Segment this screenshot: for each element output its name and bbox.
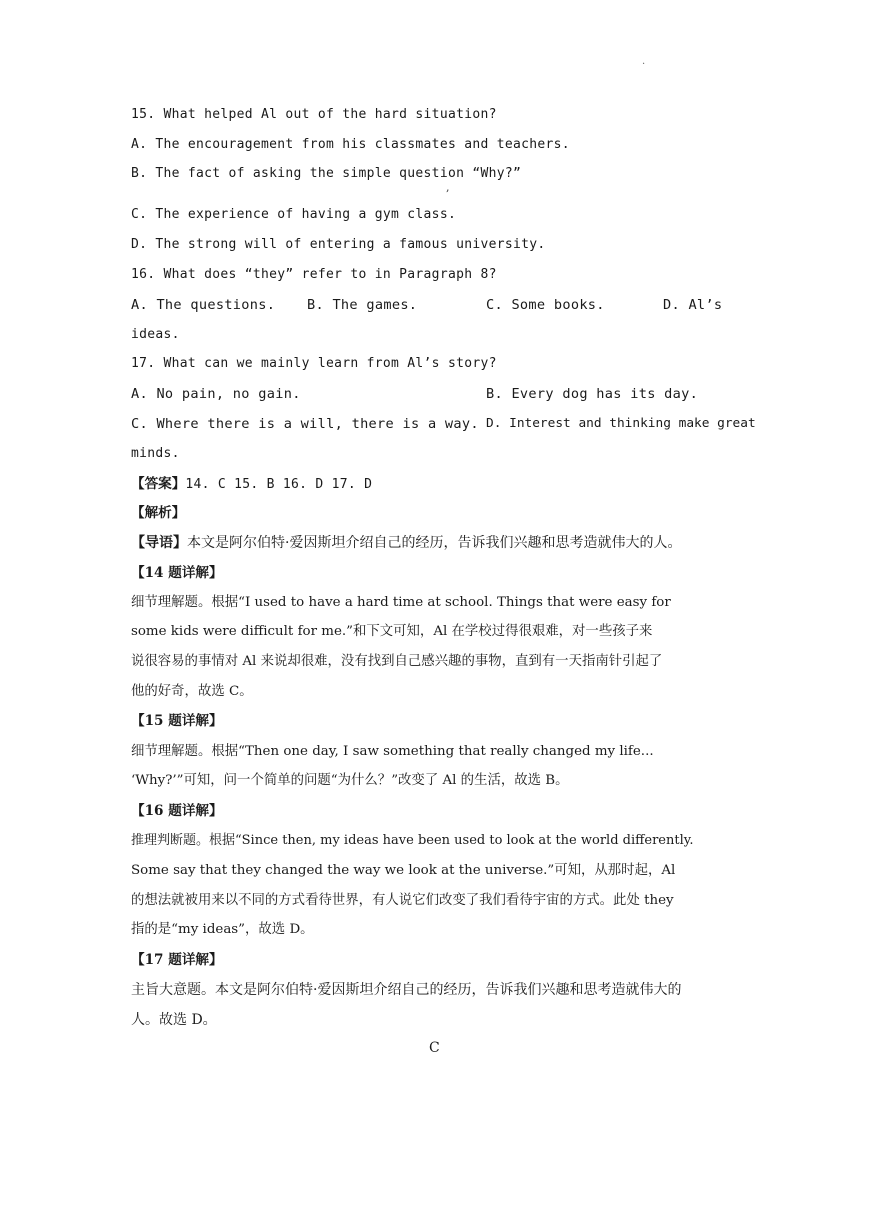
question-15: 15. What helped Al out of the hard situation? [131, 107, 497, 122]
detail-14-line-2: some kids were difficult for me.”和下文可知，Al 在学校过得很艰难，对一些孩子来 [131, 624, 653, 639]
detail-16-line-2: Some say that they changed the way we look at the universe.”可知，从那时起，Al [131, 863, 676, 878]
detail-16-line-4: 指的是“my ideas”，故选 D。 [131, 922, 314, 937]
q17-option-b: B. Every dog has its day. [486, 386, 699, 402]
guide-label: 【导语】 [131, 535, 187, 551]
answer-text: 14. C 15. B 16. D 17. D [185, 477, 373, 492]
detail-16-line-1: 推理判断题。根据“Since then, my ideas have been used to look at the world differently. [131, 833, 694, 848]
guide-line [131, 534, 681, 552]
detail-15-label: 【15 题详解】 [131, 713, 223, 729]
detail-16-line-3: 的想法就被用来以不同的方式看待世界，有人说它们改变了我们看待宇宙的方式。此处 they [131, 893, 674, 908]
q16-option-d-continued: ideas. [131, 327, 180, 342]
question-16: 16. What does “they” refer to in Paragraph 8? [131, 267, 497, 282]
detail-15-line-2: ‘Why?’”可知，问一个简单的问题“为什么？”改变了 Al 的生活，故选 B。 [131, 773, 569, 788]
q16-option-c: C. Some books. [486, 297, 605, 313]
q16-option-d: D. Al’s [663, 297, 723, 313]
q15-option-b-mark: , [446, 181, 450, 194]
q15-option-d: D. The strong will of entering a famous university. [131, 237, 546, 252]
q17-option-c: C. Where there is a will, there is a way. [131, 416, 479, 432]
detail-16-label: 【16 题详解】 [131, 803, 223, 819]
q17-option-d-continued: minds. [131, 446, 180, 461]
q16-option-a: A. The questions. [131, 297, 276, 313]
detail-14-line-3: 说很容易的事情对 Al 来说却很难，没有找到自己感兴趣的事物，直到有一天指南针引起了 [131, 654, 663, 669]
detail-17-line-2: 人。故选 D。 [131, 1012, 217, 1028]
q16-option-b: B. The games. [307, 297, 418, 313]
q17-option-a: A. No pain, no gain. [131, 386, 301, 402]
answer-line [131, 475, 372, 494]
guide-text: 本文是阿尔伯特·爱因斯坦介绍自己的经历，告诉我们兴趣和思考造就伟大的人。 [187, 535, 682, 551]
header-mark: . [642, 56, 646, 67]
detail-17-label: 【17 题详解】 [131, 952, 223, 968]
answer-label: 【答案】 [131, 476, 186, 492]
question-17: 17. What can we mainly learn from Al’s story? [131, 356, 497, 371]
detail-14-line-4: 他的好奇，故选 C。 [131, 684, 253, 699]
q15-option-c: C. The experience of having a gym class. [131, 207, 457, 222]
detail-14-label: 【14 题详解】 [131, 565, 223, 581]
q15-option-a: A. The encouragement from his classmates and teachers. [131, 137, 570, 152]
detail-17-line-1: 主旨大意题。本文是阿尔伯特·爱因斯坦介绍自己的经历，告诉我们兴趣和思考造就伟大的 [131, 982, 682, 998]
q15-option-b: B. The fact of asking the simple question “Why?” [131, 166, 522, 181]
analysis-label: 【解析】 [131, 505, 186, 521]
page-footer-letter: C [429, 1040, 440, 1056]
detail-15-line-1: 细节理解题。根据“Then one day, I saw something that really changed my life... [131, 744, 654, 759]
q17-option-d: D. Interest and thinking make great [486, 416, 756, 431]
detail-14-line-1: 细节理解题。根据“I used to have a hard time at school. Things that were easy for [131, 595, 671, 610]
